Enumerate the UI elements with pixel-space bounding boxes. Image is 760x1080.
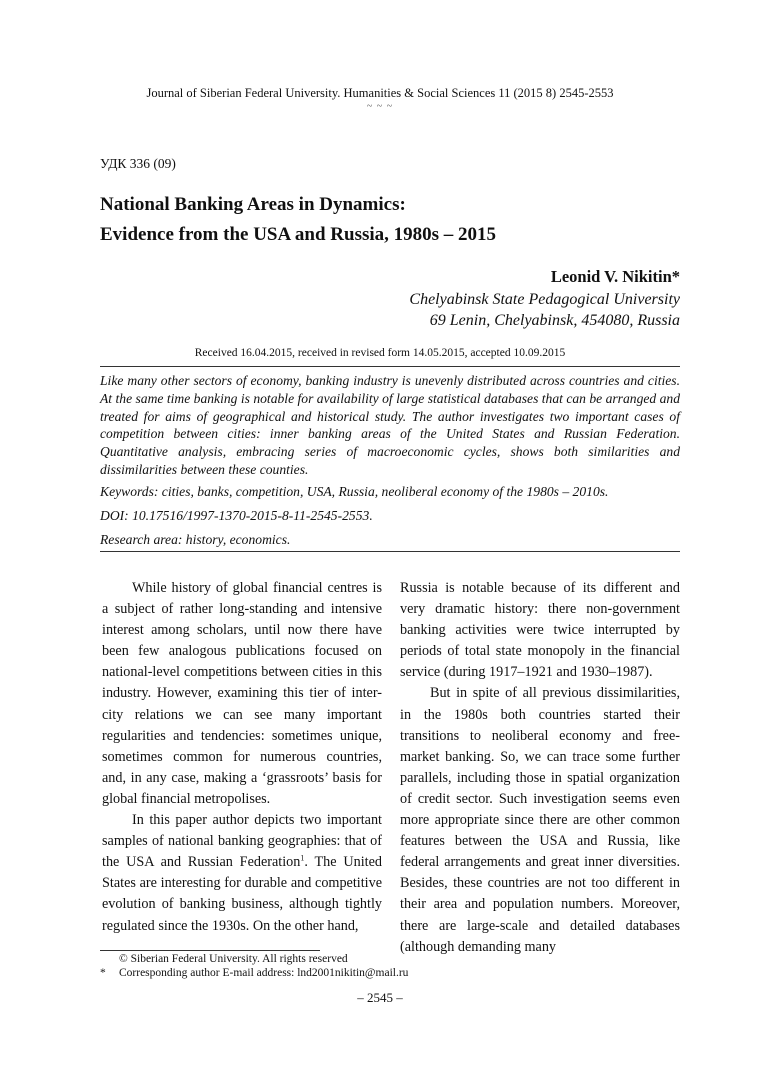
abstract-top-rule [100,366,680,367]
journal-header: Journal of Siberian Federal University. Humanities & Social Sciences 11 (2015 8) 2545-2553 [146,86,614,100]
copyright-footnote: © Siberian Federal University. All rights reserved [119,953,348,965]
keywords: Keywords: cities, banks, competition, USA, Russia, neoliberal economy of the 1980s – 2010s. [100,484,609,499]
footnote-star-marker: * [100,967,106,979]
abstract: Like many other sectors of economy, banking industry is unevenly distributed across countries and cities. At the same time banking is notable for availability of large statistical databases that can be arranged and treated for aims of geographical and historical study. The author investigates two important cases of competition between cities: inner banking areas of the United States and Russian Federation. Quantitative analysis, embracing series of macroeconomic cycles, shows both similarities and dissimilarities between these counties. [100,373,680,477]
page-number: – 2545 – [357,990,403,1005]
footnote-rule [100,950,320,951]
author-address: 69 Lenin, Chelyabinsk, 454080, Russia [429,312,680,329]
title-line-1: National Banking Areas in Dynamics: [100,194,406,215]
body-column-left [102,578,382,937]
body-paragraph: Russia is notable because of its different and very dramatic history: there non-government banking activities were twice interrupted by periods of total state monopoly in the financial service (during 1917–1921 and 1930–1987). [400,580,680,681]
author-block [409,265,680,331]
title-line-2: Evidence from the USA and Russia, 1980s – 2015 [100,224,497,245]
paragraph-text: . The United States are interesting for durable and competitive evolution of banking business, although tightly regulated since the 1930s. On the other hand, [102,854,382,934]
footnote-ref[interactable]: 1 [300,853,305,863]
header-ornament: ~ ~ ~ [366,101,394,112]
abstract-bottom-rule [100,551,680,552]
corresponding-author-footnote: Corresponding author E-mail address: lnd2001nikitin@mail.ru [119,967,409,979]
body-paragraph [102,810,382,937]
doi[interactable]: DOI: 10.17516/1997-1370-2015-8-11-2545-2553. [100,508,373,523]
research-area: Research area: history, economics. [100,532,291,547]
author-name: Leonid V. Nikitin* [550,267,680,286]
author-affiliation: Chelyabinsk State Pedagogical University [409,291,680,308]
body-paragraph: While history of global financial centres is a subject of rather long-standing and intensive interest among scholars, until now there have been few analogous publications focused on national-level competitions between cities in this industry. However, examining this tier of inter-city relations we can see many important regularities and tendencies: sometimes unique, sometimes common for numerous countries, and, in any case, making a ‘grassroots’ basis for global financial metropolises. [102,580,382,807]
paragraph-text: In this paper author depicts two important samples of national banking geographies: that of the USA and Russian Federation [102,812,382,871]
body-paragraph: But in spite of all previous dissimilarities, in the 1980s both countries started their transitions to neoliberal economy and free-market banking. So, we can trace some further parallels, including those in spatial organization of credit sector. Such investigation seems even more appropriate since there are other common features between the USA and Russia, like federal arrangements and great inner diversities. Besides, these countries are not too different in their area and population numbers. Moreover, there are large-scale and detailed databases (although demanding many [400,685,680,955]
body-column-right [400,578,680,958]
received-dates: Received 16.04.2015, received in revised form 14.05.2015, accepted 10.09.2015 [194,347,566,359]
udk-code: УДК 336 (09) [100,156,176,171]
paper-title [100,190,496,250]
